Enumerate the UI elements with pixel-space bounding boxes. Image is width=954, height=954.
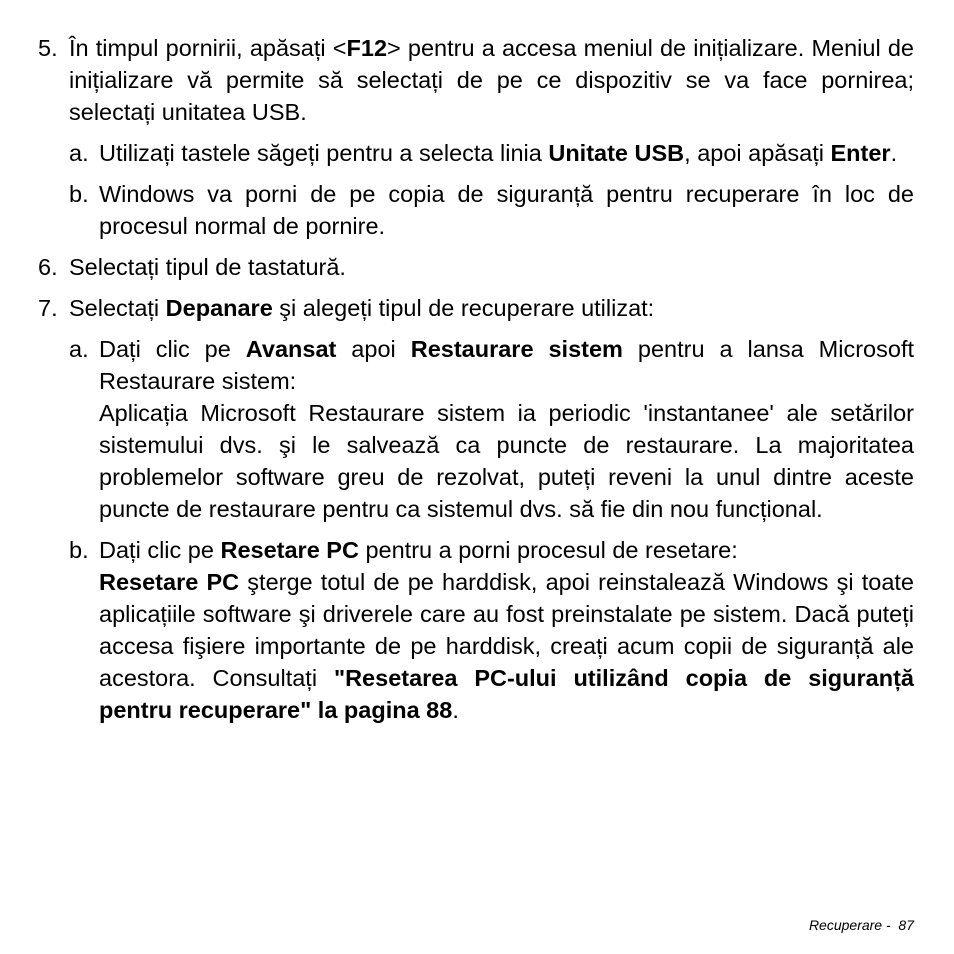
text-run: şterge totul de pe harddisk, apoi reinstalează Windows şi toate aplicațiile software şi driverele care au fost preinstalate pe sistem. Dacă puteți accesa fişiere importante de pe harddisk, creați acum copii de siguranță ale acestora. Consultați	[99, 569, 914, 691]
page-footer	[809, 916, 914, 934]
substep-text	[99, 534, 914, 726]
bold-term: Depanare	[165, 295, 273, 321]
step-5b	[0, 178, 954, 242]
text-run: Utilizați tastele săgeți pentru a selecta linia	[99, 140, 549, 166]
text-run: şi alegeți tipul de recuperare utilizat:	[272, 295, 655, 321]
step-number: 6.	[38, 254, 58, 280]
substep-paragraph	[99, 534, 914, 566]
substep-text	[99, 178, 914, 242]
bold-term: Avansat	[245, 336, 337, 362]
step-text	[69, 292, 914, 324]
substep-letter: b.	[69, 181, 89, 207]
substep-description	[99, 566, 914, 726]
footer-page-number: 87	[898, 917, 914, 933]
substep-letter: a.	[69, 336, 89, 362]
step-number: 5.	[38, 35, 58, 61]
step-6	[0, 251, 954, 283]
text-run: Dați clic pe	[99, 336, 246, 362]
step-7b	[0, 534, 954, 726]
text-run: Selectați	[69, 295, 166, 321]
text-run: Windows va porni de pe copia de siguranță pentru recuperare în loc de procesul normal de pornire.	[99, 181, 914, 239]
step-5a	[0, 137, 954, 169]
substep-paragraph	[99, 333, 914, 397]
bold-term: Resetare PC	[99, 569, 240, 595]
text-run: apoi	[336, 336, 411, 362]
text-run: Aplicația Microsoft Restaurare sistem ia periodic 'instantanee' ale setărilor sistemului dvs. şi le salvează ca puncte de restaurare. La majoritatea problemelor software greu de rezolvat, puteți reveni la unul dintre aceste puncte de restaurare pentru ca sistemul dvs. să fie din nou funcțional.	[99, 400, 914, 522]
step-7a	[0, 333, 954, 525]
substep-letter: b.	[69, 537, 89, 563]
text-run: pentru a porni procesul de resetare:	[358, 537, 738, 563]
step-5	[0, 32, 954, 128]
substep-text	[99, 137, 914, 169]
text-run: .	[452, 697, 459, 723]
text-run: .	[890, 140, 898, 166]
text-run: > pentru a accesa meniul de inițializare. Meniul de inițializare vă permite să selectați de pe ce dispozitiv se va face pornirea; selectați unitatea USB.	[69, 35, 914, 125]
text-run: Dați clic pe	[99, 537, 221, 563]
document-body	[0, 32, 954, 735]
substep-letter: a.	[69, 140, 89, 166]
substep-description	[99, 397, 914, 525]
key-label: F12	[346, 35, 388, 61]
footer-section: Recuperare -	[808, 917, 891, 933]
text-run: pentru a lansa Microsoft Restaurare sistem:	[99, 336, 914, 394]
bold-term: Unitate USB	[548, 140, 685, 166]
text-run: Selectați tipul de tastatură.	[69, 254, 346, 280]
cross-reference-link[interactable]: "Resetarea PC-ului utilizând copia de siguranță pentru recuperare" la pagina 88	[99, 665, 914, 723]
text-run: În timpul pornirii, apăsați <	[69, 35, 347, 61]
step-text	[69, 32, 914, 128]
step-7	[0, 292, 954, 324]
bold-term: Resetare PC	[220, 537, 359, 563]
substep-text	[99, 333, 914, 525]
bold-term: Enter	[830, 140, 891, 166]
text-run: , apoi apăsați	[684, 140, 831, 166]
bold-term: Restaurare sistem	[410, 336, 623, 362]
step-number: 7.	[38, 295, 58, 321]
step-text	[69, 251, 914, 283]
